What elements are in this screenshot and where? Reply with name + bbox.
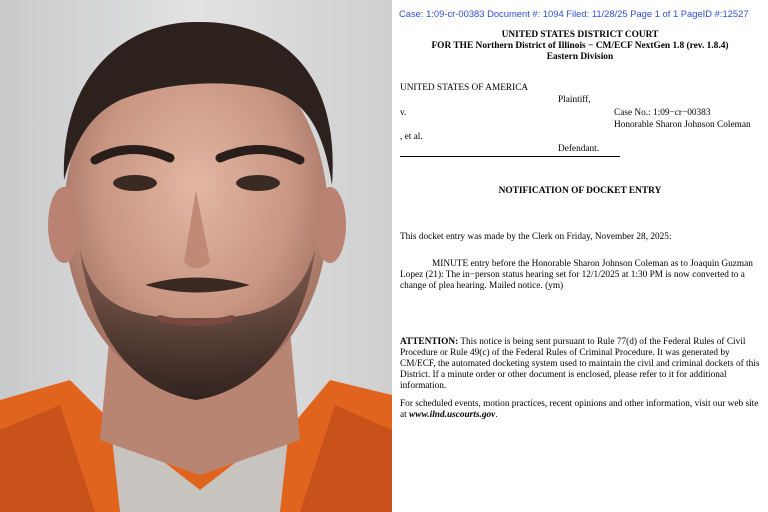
attention-text: This notice is being sent pursuant to Rule 77(d) of the Federal Rules of Civil Procedure or Rule 49(c) of the Federal Rules of Criminal Procedure. It was generated by CM/ECF, the automated docketing system used to maintain the civil and criminal dockets of this District. If a minute order or other document is enclosed, please refer to it for additional information. [400,337,760,391]
entry-intro: This docket entry was made by the Clerk on Friday, November 28, 2025: [400,232,672,242]
attention-label: ATTENTION: [400,337,459,347]
plaintiff-role: Plaintiff, [558,95,591,105]
scheduled-text: For scheduled events, motion practices, recent opinions and other information, visit our web site at [400,399,759,420]
judge-name: Honorable Sharon Johnson Coleman [614,120,751,130]
caption-divider [400,156,620,157]
versus-label: v. [400,108,407,118]
notification-title: NOTIFICATION OF DOCKET ENTRY [498,186,662,196]
document-header-stamp: Case: 1:09-cr-00383 Document #: 1094 Filed: 11/28/25 Page 1 of 1 PageID #:12527 [399,8,749,19]
court-division: Eastern Division [546,52,614,62]
case-number: Case No.: 1:09−cr−00383 [614,108,711,118]
defendant-name: , et al. [400,132,423,142]
court-document [392,0,768,512]
court-district: FOR THE Northern District of Illinois − CM/ECF NextGen 1.8 (rev. 1.8.4) [431,41,729,51]
defendant-role: Defendant. [558,144,600,154]
minute-entry: MINUTE entry before the Honorable Sharon Johnson Coleman as to Joaquin Guzman Lopez (21): The in−person status hearing set for 12/1/2025 at 1:30 PM is now converted to a change of plea hearing. Mailed notice. (ym) [400,259,753,291]
plaintiff-name: UNITED STATES OF AMERICA [400,83,529,93]
scheduled-paragraph [400,399,766,421]
attention-paragraph [400,337,766,392]
website-suffix: . [495,410,498,420]
court-name: UNITED STATES DISTRICT COURT [501,30,659,40]
court-website-link[interactable]: www.ilnd.uscourts.gov [409,410,496,420]
